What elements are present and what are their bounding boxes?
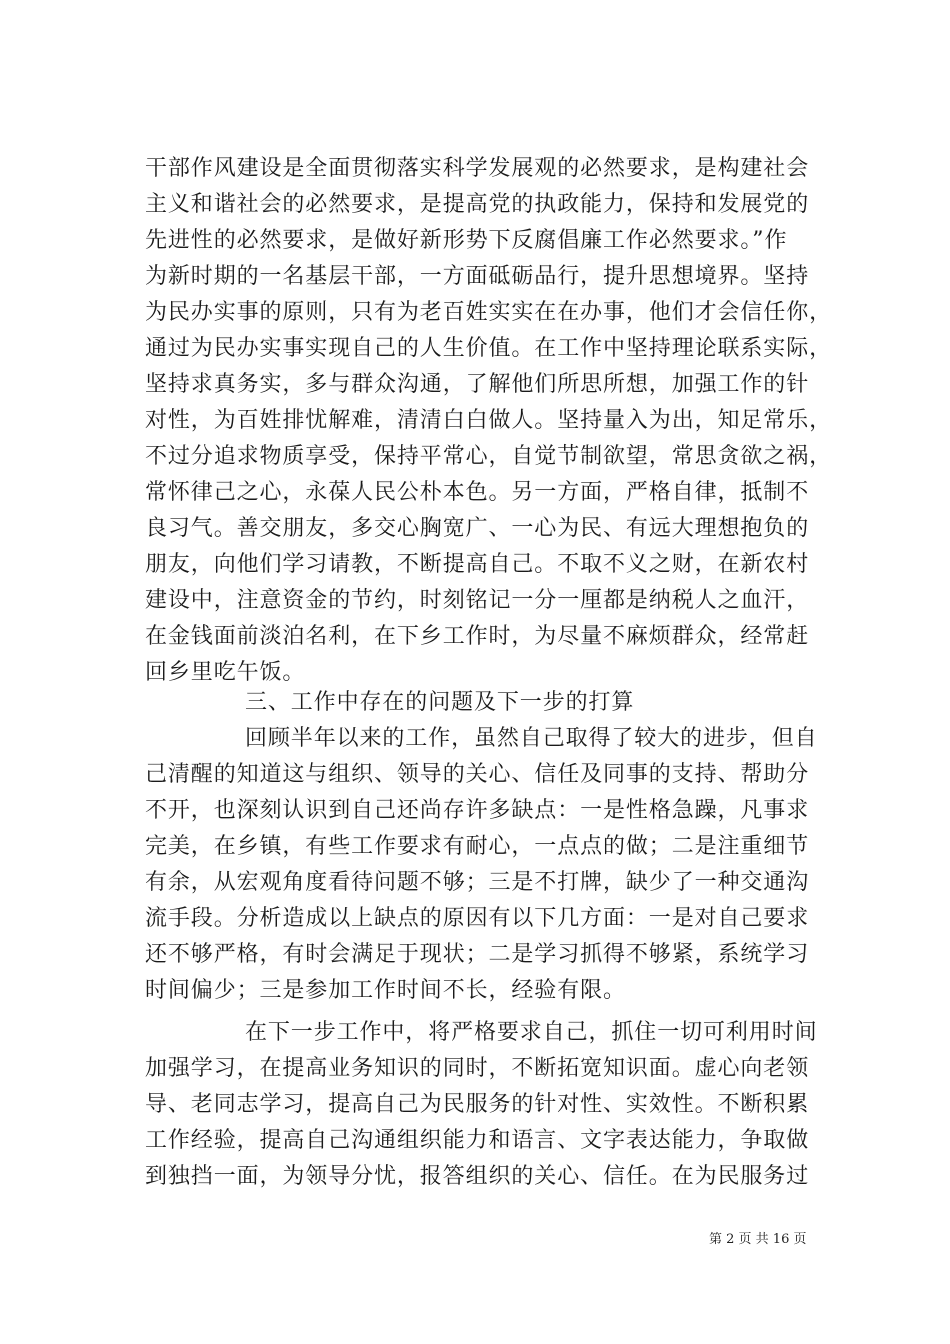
text-line: 坚持求真务实，多与群众沟通，了解他们所思所想，加强工作的针 bbox=[145, 372, 810, 397]
text-line: 对性，为百姓排忧解难，清清白白做人。坚持量入为出，知足常乐， bbox=[145, 408, 833, 433]
text-line: 导、老同志学习，提高自己为民服务的针对性、实效性。不断积累 bbox=[145, 1092, 810, 1117]
text-line: 到独挡一面，为领导分忧，报答组织的关心、信任。在为民服务过 bbox=[145, 1164, 810, 1189]
text-line: 为新时期的一名基层干部，一方面砥砺品行，提升思想境界。坚持 bbox=[145, 264, 810, 289]
text-line: 干部作风建设是全面贯彻落实科学发展观的必然要求，是构建社会 bbox=[145, 156, 810, 181]
text-line: 通过为民办实事实现自己的人生价值。在工作中坚持理论联系实际， bbox=[145, 336, 833, 361]
text-line: 回乡里吃午饭。 bbox=[145, 660, 306, 685]
text-line: 还不够严格，有时会满足于现状；二是学习抓得不够紧，系统学习 bbox=[145, 942, 810, 967]
text-line: 良习气。善交朋友，多交心胸宽广、一心为民、有远大理想抱负的 bbox=[145, 516, 810, 541]
text-line: 主义和谐社会的必然要求，是提高党的执政能力，保持和发展党的 bbox=[145, 192, 810, 217]
text-line: 加强学习，在提高业务知识的同时，不断拓宽知识面。虚心向老领 bbox=[145, 1056, 810, 1081]
text-line: 己清醒的知道这与组织、领导的关心、信任及同事的支持、帮助分 bbox=[145, 762, 810, 787]
text-line: 朋友，向他们学习请教，不断提高自己。不取不义之财，在新农村 bbox=[145, 552, 810, 577]
text-line: 先进性的必然要求，是做好新形势下反腐倡廉工作必然要求。”作 bbox=[145, 228, 788, 253]
text-line: 常怀律己之心，永葆人民公朴本色。另一方面，严格自律，抵制不 bbox=[145, 480, 810, 505]
page-number: 第 2 页 共 16 页 bbox=[709, 1232, 807, 1247]
text-line: 工作经验，提高自己沟通组织能力和语言、文字表达能力，争取做 bbox=[145, 1128, 810, 1153]
text-line: 建设中，注意资金的节约，时刻铭记一分一厘都是纳税人之血汗， bbox=[145, 588, 810, 613]
text-line: 流手段。分析造成以上缺点的原因有以下几方面：一是对自己要求 bbox=[145, 906, 810, 931]
text-line: 为民办实事的原则，只有为老百姓实实在在办事，他们才会信任你， bbox=[145, 300, 833, 325]
text-line: 在下一步工作中，将严格要求自己，抓住一切可利用时间 bbox=[245, 1020, 818, 1045]
text-line: 有余，从宏观角度看待问题不够；三是不打牌，缺少了一种交通沟 bbox=[145, 870, 810, 895]
text-line: 在金钱面前淡泊名利，在下乡工作时，为尽量不麻烦群众，经常赶 bbox=[145, 624, 810, 649]
text-line: 回顾半年以来的工作，虽然自己取得了较大的进步，但自 bbox=[245, 726, 818, 751]
section-heading: 三、工作中存在的问题及下一步的打算 bbox=[245, 690, 635, 715]
text-line: 时间偏少；三是参加工作时间不长，经验有限。 bbox=[145, 978, 626, 1003]
text-line: 不过分追求物质享受，保持平常心，自觉节制欲望，常思贪欲之祸， bbox=[145, 444, 833, 469]
text-line: 完美，在乡镇，有些工作要求有耐心，一点点的做；二是注重细节 bbox=[145, 834, 810, 859]
text-line: 不开，也深刻认识到自己还尚存许多缺点：一是性格急躁，凡事求 bbox=[145, 798, 810, 823]
